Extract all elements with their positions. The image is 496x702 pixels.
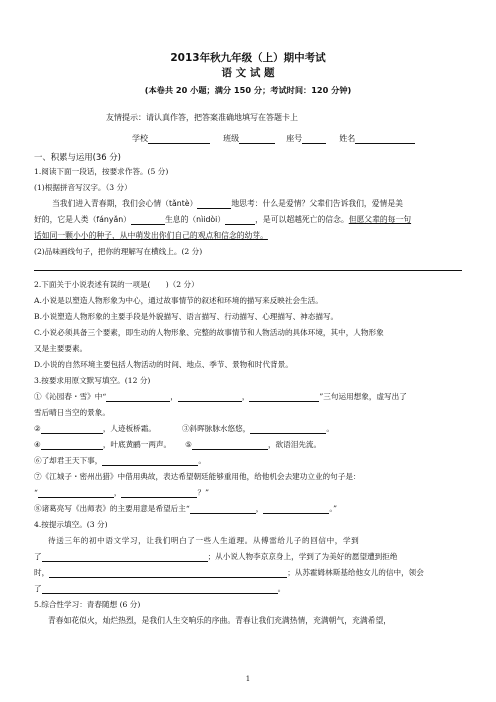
q2-option-c: C.小说必须具备三个要素，即生动的人物形象、完整的故事情节和人物活动的具体环境，其中，人物形象 bbox=[34, 328, 384, 337]
exam-subtitle: 语 文 试 题 bbox=[221, 67, 275, 79]
q1-para-line1: 当我们进入青春期，我们会心情（tǎntè） 地思考：什么是爱情？父辈们告诉我们，爱情是美 bbox=[52, 199, 403, 208]
q4-para-line3: 时， ；从苏霍姆林斯基给他女儿的信中，领会 bbox=[34, 568, 424, 577]
fill-blank[interactable] bbox=[42, 585, 278, 594]
q4-stem: 4.按提示填空。(3 分) bbox=[34, 520, 108, 529]
q5-stem: 5.综合性学习：青春随想 (6 分) bbox=[34, 600, 141, 609]
class-label: 班级 bbox=[223, 134, 240, 143]
fill-blank[interactable] bbox=[192, 441, 268, 450]
q3-line8: ⑧诸葛亮写《出师表》的主要用意是希望后主“ ， 。” bbox=[34, 504, 338, 513]
q3-line3: ② ，人迹板桥霜。 ③斜晖脉脉水悠悠， 。 bbox=[34, 424, 334, 433]
name-label: 姓名 bbox=[339, 134, 356, 143]
q3-stem: 3.按要求用原文默写填空。(12 分) bbox=[34, 376, 151, 385]
name-field[interactable] bbox=[355, 135, 415, 144]
class-field[interactable] bbox=[239, 135, 275, 144]
fill-blank[interactable] bbox=[190, 505, 256, 514]
q5-para-line1: 青春如花似火，灿烂热烈，是我们人生交响乐的序曲。青春让我们充满热情，充满朝气，充满希望， bbox=[48, 616, 392, 625]
fill-blank[interactable] bbox=[41, 425, 103, 434]
pinyin-blank-2[interactable] bbox=[131, 216, 165, 225]
school-field[interactable] bbox=[148, 135, 210, 144]
q2-option-a: A.小说是以塑造人物形象为中心，通过故事情节的叙述和环境的描写来反映社会生活。 bbox=[34, 296, 323, 305]
q3-line1: ①《沁园春・雪》中“ ， ， ”三句运用想象，虚写出了 bbox=[34, 392, 407, 401]
exam-info: (本卷共 20 小题；满分 150 分；考试时间：120 分钟) bbox=[144, 85, 352, 95]
q1-stem: 1.阅读下面一段话，按要求作答。(5 分) bbox=[34, 167, 169, 176]
pinyin-blank-3[interactable] bbox=[225, 216, 255, 225]
page-number: 1 bbox=[245, 675, 251, 683]
seat-field[interactable] bbox=[302, 135, 326, 144]
q4-para-line4: 了 。 bbox=[34, 584, 286, 593]
q1-para-line2: 好的，它是人类（fányǎn） 生息的（nìidòi） ，是可以超越死亡的信念。但愿父辈的每一句 bbox=[34, 215, 412, 224]
friendly-tip: 友情提示：请认真作答，把答案准确地填写在答题卡上 bbox=[106, 113, 298, 122]
q1-sub1: (1)根据拼音写汉字。（3 分） bbox=[34, 183, 132, 192]
fill-blank[interactable] bbox=[121, 489, 197, 498]
q4-para-line2: 了 ；从小说人物李京京身上，学到了为美好的愿望遭到拒绝 bbox=[34, 552, 398, 561]
seat-label: 座号 bbox=[286, 134, 303, 143]
q1-sub2: (2)品味画线句子，把你的理解写在横线上。(2 分) bbox=[34, 247, 203, 256]
q3-line2: 雪后晴日当空的景象。 bbox=[34, 408, 110, 417]
q3-line5: ⑥了却君王天下事， 。 bbox=[34, 456, 206, 465]
q3-line6: ⑦《江城子・密州出猎》中借用典故，表达希望朝廷能够重用他，给他机会去建功立业的句子是： bbox=[34, 472, 361, 481]
fill-blank[interactable] bbox=[249, 393, 319, 402]
pinyin-blank-1[interactable] bbox=[197, 200, 231, 209]
fill-blank[interactable] bbox=[250, 425, 326, 434]
q2-option-c-cont: 又是主要要素。 bbox=[34, 344, 88, 353]
answer-line[interactable] bbox=[34, 270, 462, 271]
student-info-row bbox=[132, 134, 415, 144]
q3-line7: “ ， ？” bbox=[34, 488, 209, 497]
fill-blank[interactable] bbox=[41, 441, 103, 450]
fill-blank[interactable] bbox=[49, 569, 287, 578]
fill-blank[interactable] bbox=[38, 489, 114, 498]
q2-stem: 2.下面关于小说表述有误的一项是( )（2 分） bbox=[34, 280, 199, 289]
q3-line4: ④ ，叶底黄鹂一两声。 ⑤ ，欲语泪先流。 bbox=[34, 440, 322, 449]
q4-para-line1: 待送三年的初中语文学习，让我们明白了一些人生道理。从傅雷给儿子的回信中，学到 bbox=[48, 536, 360, 545]
fill-blank[interactable] bbox=[178, 393, 242, 402]
section-heading: 一、积累与运用(36 分) bbox=[34, 152, 121, 162]
exam-title: 2013年秋九年级（上）期中考试 bbox=[170, 52, 326, 64]
underlined-sentence-start: 但愿父辈的每一句 bbox=[348, 215, 412, 224]
q2-option-d: D.小说的自然环境主要包括人物活动的时间、地点、季节、景物和时代背景。 bbox=[34, 360, 293, 369]
school-label: 学校 bbox=[132, 134, 148, 143]
fill-blank[interactable] bbox=[263, 505, 329, 514]
fill-blank[interactable] bbox=[106, 393, 170, 402]
fill-blank[interactable] bbox=[102, 457, 198, 466]
underlined-sentence-end: 话如同一颗小小的种子，从中萌发出你们自己的观点和信念的幼芽。 bbox=[34, 231, 268, 240]
fill-blank[interactable] bbox=[42, 553, 208, 562]
q2-option-b: B.小说塑造人物形象的主要手段是外貌描写、语言描写、行动描写、心理描写、神态描写。 bbox=[34, 312, 339, 321]
